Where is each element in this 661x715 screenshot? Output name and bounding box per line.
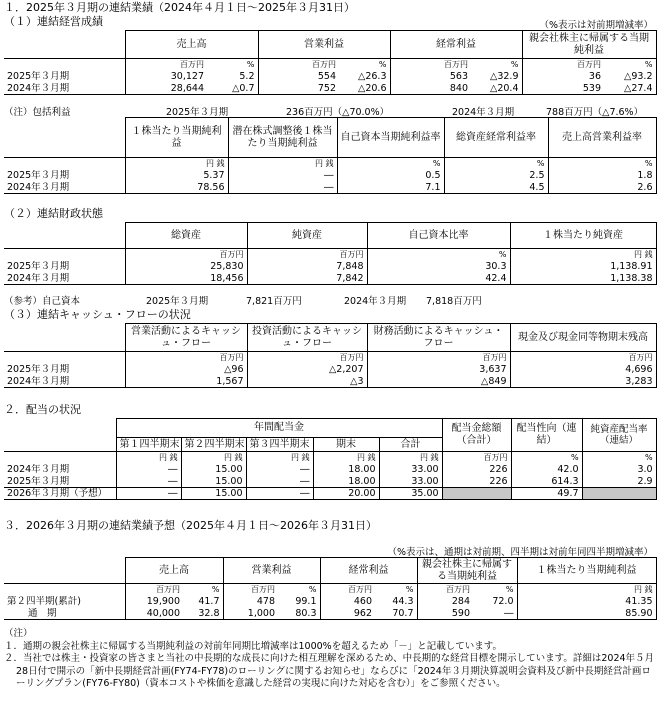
col-eps: １株当たり当期純利益 bbox=[125, 118, 228, 158]
cell: 44.3 bbox=[375, 596, 417, 608]
cell: 226 bbox=[442, 464, 511, 476]
dividends-table bbox=[4, 418, 657, 500]
col-ordinary-income: 経常利益 bbox=[390, 31, 522, 59]
unit: % bbox=[511, 452, 582, 464]
table-row bbox=[4, 476, 656, 488]
col-roa: 総資産経常利益率 bbox=[444, 118, 548, 158]
cell: 85.90 bbox=[517, 608, 656, 620]
cell: 962 bbox=[320, 608, 375, 620]
row-label: 通 期 bbox=[4, 608, 125, 620]
cell: △3 bbox=[247, 376, 367, 388]
cell: 18.00 bbox=[313, 476, 379, 488]
cell: 28,644 bbox=[125, 83, 207, 95]
col-investing-cf: 投資活動によるキャッシュ・フロー bbox=[247, 324, 367, 352]
footer-note-2: ２．当社では株主・投資家の皆さまと当社の中長期的な成長に向けた相互理解を深めるため、中長期的な経営目標を開示しています。詳細は2024年５月28日付で開示の「新中長期経営計画(FY74-FY78)のローリングに関するお知らせ」ならびに「2024年３月期決算説明会資料及び新中長期経営計画ローリングプラン(FY76-FY80)（資本コストや株価を意識した経営の実現に向けた対応を含む）」をご参照ください。 bbox=[4, 653, 655, 689]
unit: 百万円 bbox=[390, 59, 471, 71]
row-label: 2024年３月期 bbox=[4, 182, 125, 194]
col-doe: 純資産配当率（連結） bbox=[582, 419, 656, 452]
fc-col-eps: １株当たり当期純利益 bbox=[517, 558, 656, 584]
table-row bbox=[4, 464, 656, 476]
cell: 4.5 bbox=[444, 182, 548, 194]
col-net-assets: 純資産 bbox=[247, 223, 367, 249]
cell: 284 bbox=[417, 596, 473, 608]
cell: 25,830 bbox=[125, 261, 247, 273]
col-diluted-eps: 潜在株式調整後１株当たり当期純利益 bbox=[228, 118, 337, 158]
cell: 1,000 bbox=[223, 608, 278, 620]
cell: 18,456 bbox=[125, 273, 247, 285]
col-total: 合計 bbox=[379, 438, 442, 452]
cell: 42.0 bbox=[511, 464, 582, 476]
unit: % bbox=[444, 158, 548, 170]
cell: 590 bbox=[417, 608, 473, 620]
equity-ref-v1: 7,821百万円 bbox=[246, 296, 302, 307]
cell: 41.35 bbox=[517, 596, 656, 608]
cell: 40,000 bbox=[125, 608, 183, 620]
unit: % bbox=[339, 59, 390, 71]
cell: 20.00 bbox=[313, 488, 379, 500]
col-year-end: 期末 bbox=[313, 438, 379, 452]
cell: △27.4 bbox=[604, 83, 656, 95]
comprehensive-income-label: （注）包括利益 bbox=[4, 107, 71, 118]
row-label: 第２四半期(累計) bbox=[4, 596, 125, 608]
cell: 539 bbox=[522, 83, 604, 95]
forecast-table bbox=[4, 557, 657, 620]
financial-position-title: （２）連結財政状態 bbox=[4, 207, 103, 220]
cell: 36 bbox=[522, 71, 604, 83]
cell: 72.0 bbox=[473, 596, 517, 608]
table-row bbox=[4, 364, 656, 376]
cell: 99.1 bbox=[278, 596, 320, 608]
col-net-income: 親会社株主に帰属する当期純利益 bbox=[522, 31, 656, 59]
cell: 32.8 bbox=[183, 608, 223, 620]
cell: 554 bbox=[258, 71, 339, 83]
unit: % bbox=[183, 584, 223, 596]
unit: 円 銭 bbox=[181, 452, 246, 464]
cell: 15.00 bbox=[181, 476, 246, 488]
cell: 18.00 bbox=[313, 464, 379, 476]
cell: 33.00 bbox=[379, 476, 442, 488]
dividends-title: ２．配当の状況 bbox=[4, 403, 81, 416]
col-q3: 第３四半期末 bbox=[246, 438, 313, 452]
cell: 15.00 bbox=[181, 488, 246, 500]
cell: △26.3 bbox=[339, 71, 390, 83]
col-operating-cf: 営業活動によるキャッシュ・フロー bbox=[125, 324, 247, 352]
cell: 80.3 bbox=[278, 608, 320, 620]
col-q1: 第１四半期末 bbox=[116, 438, 181, 452]
unit: % bbox=[375, 584, 417, 596]
cell bbox=[582, 488, 656, 500]
cell bbox=[442, 488, 511, 500]
cell: 33.00 bbox=[379, 464, 442, 476]
table-row bbox=[4, 170, 656, 182]
row-label: 2024年３月期 bbox=[4, 273, 125, 285]
comp-value-2: 788百万円（△7.6%） bbox=[546, 107, 644, 118]
unit: 円 銭 bbox=[228, 158, 337, 170]
cell: 4,696 bbox=[510, 364, 656, 376]
cell: 7,842 bbox=[247, 273, 367, 285]
equity-ref-p1: 2025年３月期 bbox=[146, 296, 209, 307]
unit: 円 銭 bbox=[246, 452, 313, 464]
table-row bbox=[4, 71, 656, 83]
row-label: 2024年３月期 bbox=[4, 464, 116, 476]
cell: △93.2 bbox=[604, 71, 656, 83]
equity-ref-p2: 2024年３月期 bbox=[344, 296, 407, 307]
cell: △849 bbox=[367, 376, 510, 388]
unit: % bbox=[278, 584, 320, 596]
unit: 百万円 bbox=[367, 352, 510, 364]
cell: 1,138.38 bbox=[510, 273, 656, 285]
table-row bbox=[4, 83, 656, 95]
row-label: 2025年３月期 bbox=[4, 364, 125, 376]
row-label: 2025年３月期 bbox=[4, 170, 125, 182]
unit: 円 銭 bbox=[313, 452, 379, 464]
row-label: 2024年３月期 bbox=[4, 376, 125, 388]
col-bps: １株当たり純資産 bbox=[510, 223, 656, 249]
cell: 35.00 bbox=[379, 488, 442, 500]
row-label: 2025年３月期 bbox=[4, 476, 116, 488]
comp-period-2: 2024年３月期 bbox=[452, 107, 515, 118]
cell: ― bbox=[116, 488, 181, 500]
col-q2: 第２四半期末 bbox=[181, 438, 246, 452]
unit: % bbox=[604, 59, 656, 71]
cell: ― bbox=[116, 476, 181, 488]
cell: 5.37 bbox=[125, 170, 228, 182]
section1-sub: （１）連結経営成績 bbox=[4, 15, 103, 28]
annual-dividend-header: 年間配当金 bbox=[116, 419, 442, 438]
unit: 百万円 bbox=[125, 584, 183, 596]
unit: 円 銭 bbox=[510, 249, 656, 261]
cell: 2.9 bbox=[582, 476, 656, 488]
cell: 614.3 bbox=[511, 476, 582, 488]
row-label: 2026年３月期（予想） bbox=[4, 488, 116, 500]
forecast-note: （%表示は、通期は対前期、四半期は対前年同四半期増減率） bbox=[387, 547, 653, 558]
cell: 478 bbox=[223, 596, 278, 608]
cell: △2,207 bbox=[247, 364, 367, 376]
cell: ― bbox=[116, 464, 181, 476]
col-equity-ratio: 自己資本比率 bbox=[367, 223, 510, 249]
section1-note: （%表示は対前期増減率） bbox=[539, 20, 653, 31]
comp-value-1: 236百万円（△70.0%） bbox=[286, 107, 390, 118]
cell: △32.9 bbox=[471, 71, 522, 83]
fc-col-net: 親会社株主に帰属する当期純利益 bbox=[417, 558, 517, 584]
cell: △20.6 bbox=[339, 83, 390, 95]
table-row bbox=[4, 608, 656, 620]
equity-ref-v2: 7,818百万円 bbox=[426, 296, 482, 307]
cell: 2.6 bbox=[548, 182, 656, 194]
cell: 7.1 bbox=[337, 182, 444, 194]
unit: 百万円 bbox=[247, 352, 367, 364]
unit: % bbox=[207, 59, 258, 71]
cell: 3,637 bbox=[367, 364, 510, 376]
unit: % bbox=[471, 59, 522, 71]
cell: 49.7 bbox=[511, 488, 582, 500]
cell: ― bbox=[228, 182, 337, 194]
cell: 30.3 bbox=[367, 261, 510, 273]
unit: 百万円 bbox=[510, 352, 656, 364]
row-label: 2024年３月期 bbox=[4, 83, 125, 95]
unit: % bbox=[473, 584, 517, 596]
financial-position-table bbox=[4, 222, 657, 285]
cell: 840 bbox=[390, 83, 471, 95]
cell: 5.2 bbox=[207, 71, 258, 83]
footer-note-head: （注） bbox=[4, 628, 33, 639]
cell: 42.4 bbox=[367, 273, 510, 285]
unit: 百万円 bbox=[442, 452, 511, 464]
cell: 460 bbox=[320, 596, 375, 608]
unit: 円 銭 bbox=[379, 452, 442, 464]
unit: 百万円 bbox=[223, 584, 278, 596]
cell: 1,138.91 bbox=[510, 261, 656, 273]
equity-ref-label: （参考）自己資本 bbox=[4, 296, 81, 307]
unit: 百万円 bbox=[320, 584, 375, 596]
cell: 19,900 bbox=[125, 596, 183, 608]
operating-results-table bbox=[4, 30, 657, 95]
cell: 78.56 bbox=[125, 182, 228, 194]
unit: 百万円 bbox=[417, 584, 473, 596]
cell: 0.5 bbox=[337, 170, 444, 182]
fc-col-sales: 売上高 bbox=[125, 558, 223, 584]
cell: ― bbox=[473, 608, 517, 620]
unit: 円 銭 bbox=[116, 452, 181, 464]
unit: 百万円 bbox=[125, 59, 207, 71]
col-operating-income: 営業利益 bbox=[258, 31, 390, 59]
cell: △20.4 bbox=[471, 83, 522, 95]
unit: % bbox=[582, 452, 656, 464]
cell: 1,567 bbox=[125, 376, 247, 388]
unit: % bbox=[337, 158, 444, 170]
unit: 百万円 bbox=[522, 59, 604, 71]
comp-period-1: 2025年３月期 bbox=[166, 107, 229, 118]
table-row bbox=[4, 596, 656, 608]
fc-col-operating: 営業利益 bbox=[223, 558, 320, 584]
cell: 563 bbox=[390, 71, 471, 83]
table-row bbox=[4, 261, 656, 273]
col-margin: 売上高営業利益率 bbox=[548, 118, 656, 158]
col-total-assets: 総資産 bbox=[125, 223, 247, 249]
cell: 2.5 bbox=[444, 170, 548, 182]
col-financing-cf: 財務活動によるキャッシュ・フロー bbox=[367, 324, 510, 352]
footer-notes bbox=[4, 628, 659, 691]
col-cash-balance: 現金及び現金同等物期末残高 bbox=[510, 324, 656, 352]
table-row bbox=[4, 182, 656, 194]
cell: ― bbox=[228, 170, 337, 182]
col-roe: 自己資本当期純利益率 bbox=[337, 118, 444, 158]
cell: 70.7 bbox=[375, 608, 417, 620]
cell: 3,283 bbox=[510, 376, 656, 388]
fc-col-ordinary: 経常利益 bbox=[320, 558, 417, 584]
cell: 1.8 bbox=[548, 170, 656, 182]
cell: 752 bbox=[258, 83, 339, 95]
col-sales: 売上高 bbox=[125, 31, 258, 59]
cell: 3.0 bbox=[582, 464, 656, 476]
col-total-dividends: 配当金総額（合計） bbox=[442, 419, 511, 452]
unit: 円 銭 bbox=[125, 158, 228, 170]
footer-note-1: １．通期の親会社株主に帰属する当期純利益の対前年同期比増減率は1000%を超えるため「－」と記載しています。 bbox=[4, 640, 502, 652]
cell: ― bbox=[246, 464, 313, 476]
cash-flow-title: （３）連結キャッシュ・フローの状況 bbox=[4, 308, 191, 321]
cell: 7,848 bbox=[247, 261, 367, 273]
cash-flow-table bbox=[4, 323, 657, 388]
cell: 30,127 bbox=[125, 71, 207, 83]
row-label: 2025年３月期 bbox=[4, 261, 125, 273]
per-share-table bbox=[4, 117, 657, 194]
unit: 百万円 bbox=[125, 352, 247, 364]
table-row bbox=[4, 488, 656, 500]
cell: 226 bbox=[442, 476, 511, 488]
cell: △96 bbox=[125, 364, 247, 376]
table-row bbox=[4, 376, 656, 388]
unit: % bbox=[367, 249, 510, 261]
forecast-title: ３．2026年３月期の連結業績予想（2025年４月１日～2026年３月31日） bbox=[4, 519, 377, 532]
col-payout-ratio: 配当性向（連結） bbox=[511, 419, 582, 452]
cell: ― bbox=[246, 488, 313, 500]
unit: % bbox=[548, 158, 656, 170]
unit: 百万円 bbox=[125, 249, 247, 261]
table-row bbox=[4, 273, 656, 285]
row-label: 2025年３月期 bbox=[4, 71, 125, 83]
section1-title: １．2025年３月期の連結業績（2024年４月１日～2025年３月31日） bbox=[4, 1, 355, 14]
cell: 41.7 bbox=[183, 596, 223, 608]
cell: 15.00 bbox=[181, 464, 246, 476]
unit: 円 銭 bbox=[517, 584, 656, 596]
unit: 百万円 bbox=[258, 59, 339, 71]
cell: ― bbox=[246, 476, 313, 488]
unit: 百万円 bbox=[247, 249, 367, 261]
cell: △0.7 bbox=[207, 83, 258, 95]
